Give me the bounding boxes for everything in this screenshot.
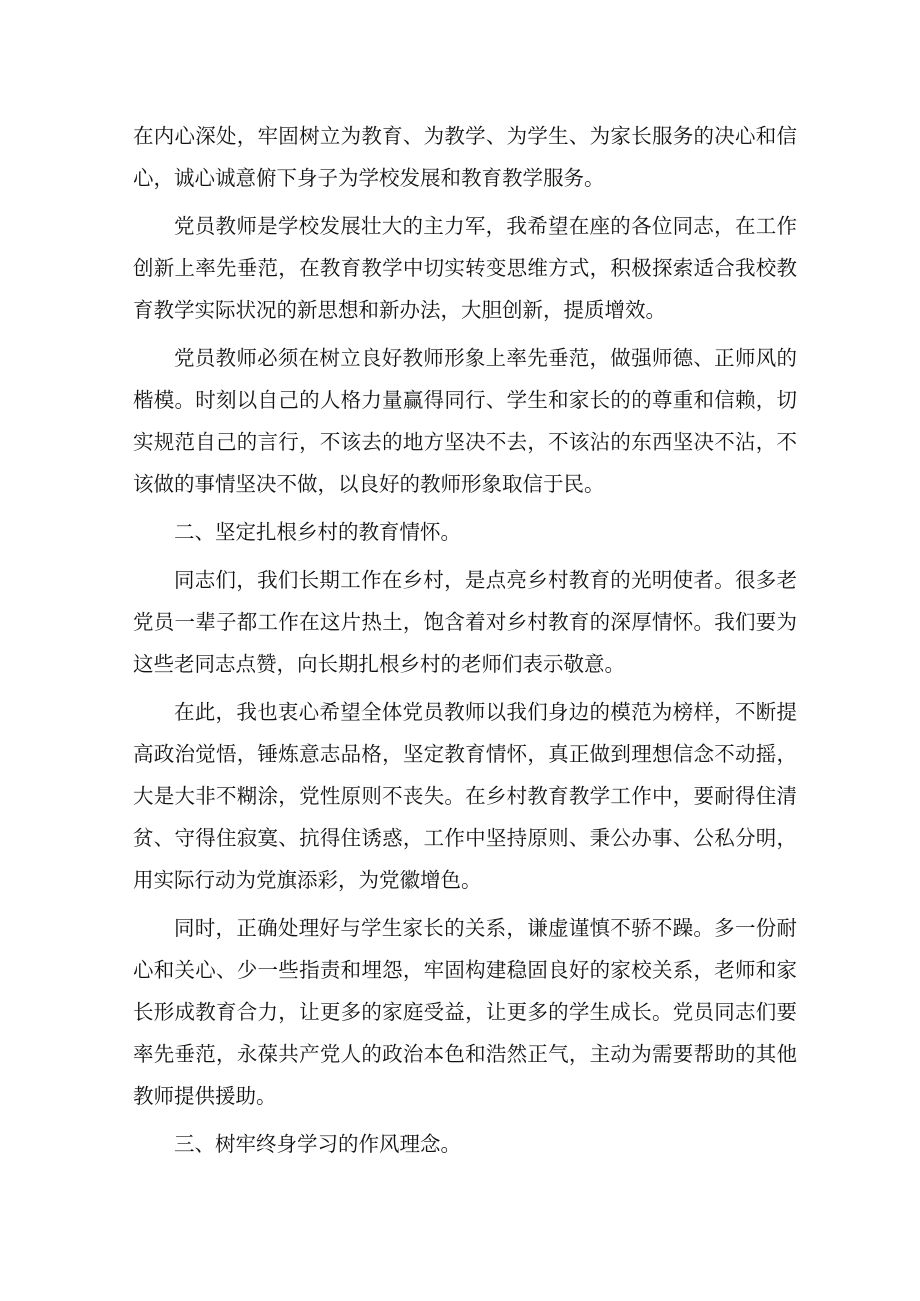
paragraph-party-teachers-main-force: 党员教师是学校发展壮大的主力军，我希望在座的各位同志，在工作创新上率先垂范，在教育教学中切实转变思维方式，积极探索适合我校教育教学实际状况的新思想和新办法，大胆创新，提质增效。 bbox=[133, 214, 797, 322]
paragraph-continuation: 在内心深处，牢固树立为教育、为教学、为学生、为家长服务的决心和信心，诚心诚意俯下身子为学校发展和教育教学服务。 bbox=[133, 124, 797, 190]
section-heading-2: 二、坚定扎根乡村的教育情怀。 bbox=[174, 520, 461, 544]
paragraph-comrades: 同志们，我们长期工作在乡村，是点亮乡村教育的光明使者。很多老党员一辈子都工作在这片热土，饱含着对乡村教育的深厚情怀。我们要为这些老同志点赞，向长期扎根乡村的老师们表示敬意。 bbox=[133, 568, 797, 676]
paragraph-role-models: 在此，我也衷心希望全体党员教师以我们身边的模范为榜样，不断提高政治觉悟，锤炼意志品格，坚定教育情怀，真正做到理想信念不动摇，大是大非不糊涂，党性原则不丧失。在乡村教育教学工作中，要耐得住清贫、守得住寂寞、抗得住诱惑，工作中坚持原则、秉公办事、公私分明，用实际行动为党旗添彩，为党徽增色。 bbox=[133, 700, 797, 892]
paragraph-teacher-image: 党员教师必须在树立良好教师形象上率先垂范，做强师德、正师风的楷模。时刻以自己的人格力量赢得同行、学生和家长的的尊重和信赖，切实规范自己的言行，不该去的地方坚决不去，不该沾的东西坚决不沾，不该做的事情坚决不做，以良好的教师形象取信于民。 bbox=[133, 346, 797, 496]
section-heading-3: 三、树牢终身学习的作风理念。 bbox=[174, 1132, 461, 1156]
paragraph-parent-relations: 同时，正确处理好与学生家长的关系，谦虚谨慎不骄不躁。多一份耐心和关心、少一些指责和埋怨，牢固构建稳固良好的家校关系，老师和家长形成教育合力，让更多的家庭受益，让更多的学生成长。党员同志们要率先垂范，永葆共产党人的政治本色和浩然正气，主动为需要帮助的其他教师提供援助。 bbox=[133, 916, 797, 1108]
document-body bbox=[133, 115, 797, 1171]
